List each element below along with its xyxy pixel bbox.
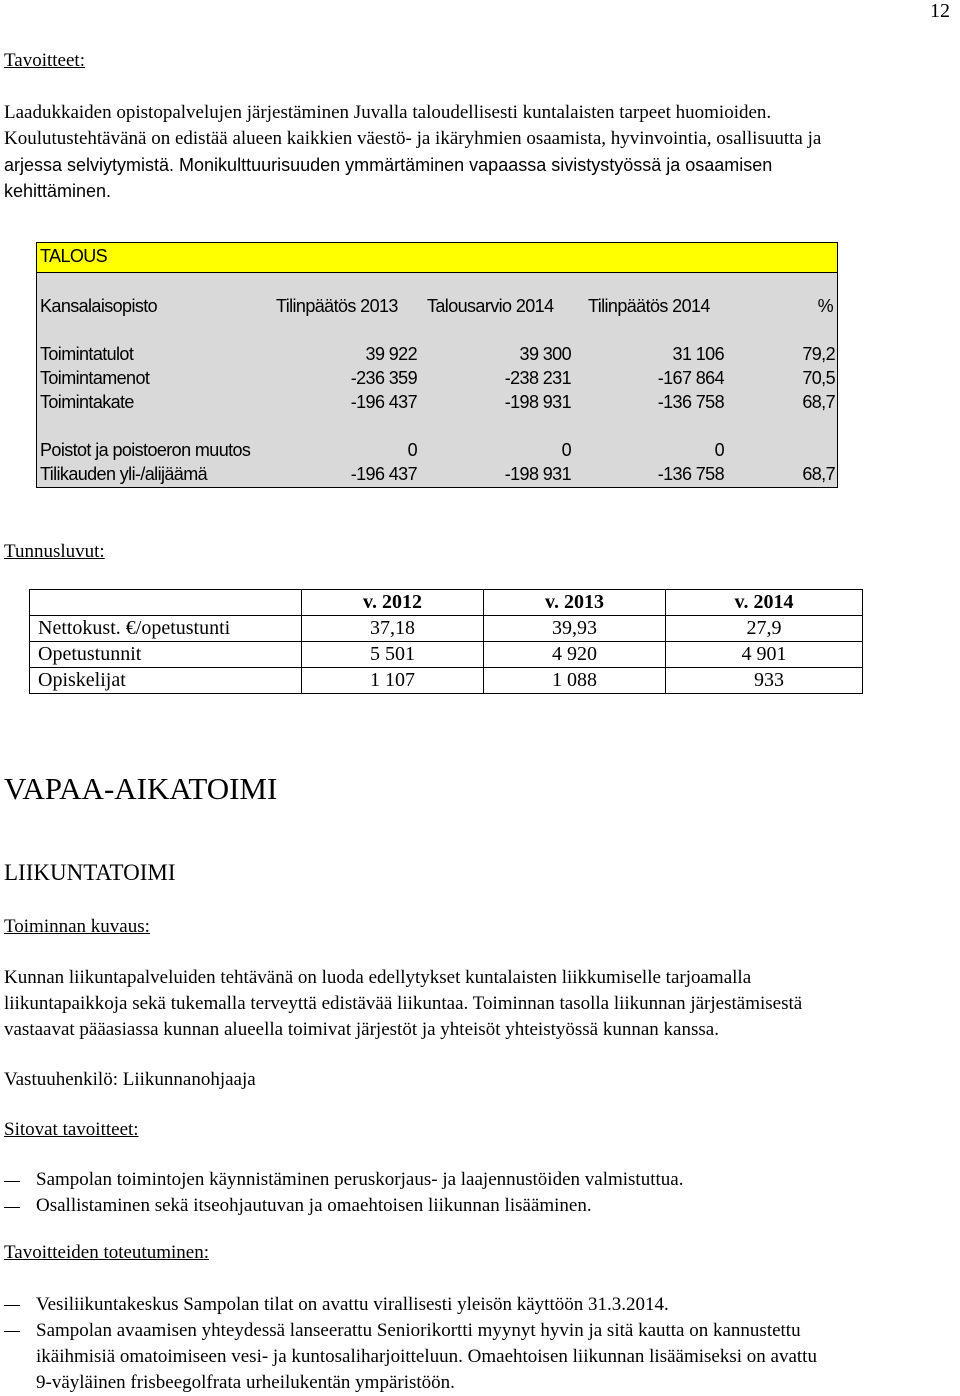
- dash-bullet: [4, 1181, 20, 1182]
- row-label: Toimintakate: [40, 392, 134, 412]
- header-cell: Tilinpäätös 2014: [588, 296, 710, 316]
- list-item: [36, 1292, 669, 1318]
- dash-bullet: [4, 1331, 20, 1332]
- header-cell: Kansalaisopisto: [40, 296, 158, 316]
- dash-bullet: [4, 1305, 20, 1306]
- text-line: ikäihmisiä omatoimiseen vesi- ja kuntosaliharjoitteluun. Omaehtoisen liikunnan lisäämiseksi on avattu: [36, 1346, 817, 1367]
- toteutuminen-heading: Tavoitteiden toteutuminen:: [4, 1242, 209, 1263]
- value-cell: 5 501: [302, 642, 484, 668]
- sitovat-heading: Sitovat tavoitteet:: [4, 1119, 139, 1140]
- value-cell: -136 758: [657, 392, 724, 412]
- text-line: arjessa selviytymistä. Monikulttuurisuuden ymmärtäminen vapaassa sivistystyössä ja osaamisen: [4, 155, 773, 175]
- value-cell: 39 300: [519, 344, 571, 364]
- value-cell: 68,7: [802, 392, 835, 412]
- row-label: Opiskelijat: [30, 668, 302, 694]
- row-label: Tilikauden yli-/alijäämä: [40, 464, 208, 484]
- value-cell: 0: [561, 440, 571, 460]
- header-cell: [30, 590, 302, 616]
- text-line: Vesiliikuntakeskus Sampolan tilat on avattu virallisesti yleisön käyttöön 31.3.2014.: [36, 1294, 669, 1315]
- header-cell: %: [817, 296, 833, 316]
- tunnusluvut-heading: Tunnusluvut:: [4, 541, 105, 562]
- value-cell: 4 901: [666, 642, 863, 668]
- header-cell: Talousarvio 2014: [427, 296, 554, 316]
- value-cell: 0: [407, 440, 417, 460]
- value-cell: 1 107: [302, 668, 484, 694]
- talous-table: [36, 242, 838, 488]
- talous-title: TALOUS: [40, 246, 108, 266]
- text-line: liikuntapaikkoja sekä tukemalla terveyttä edistävää liikuntaa. Toiminnan tasolla liikunnan järjestämisestä: [4, 993, 803, 1014]
- header-cell: v. 2013: [484, 590, 666, 616]
- row-label: Toimintatulot: [40, 344, 134, 364]
- value-cell: 39 922: [365, 344, 417, 364]
- value-cell: -136 758: [657, 464, 724, 484]
- row-label: Nettokust. €/opetustunti: [30, 616, 302, 642]
- value-cell: -196 437: [350, 464, 417, 484]
- list-item: Sampolan toimintojen käynnistäminen peruskorjaus- ja laajennustöiden valmistuttua.: [36, 1169, 684, 1190]
- row-label: Poistot ja poistoeron muutos: [40, 440, 251, 460]
- value-cell: 31 106: [672, 344, 724, 364]
- table-header-row: [30, 590, 863, 616]
- value-cell: 37,18: [302, 616, 484, 642]
- value-cell: 1 088: [484, 668, 666, 694]
- value-cell: 70,5: [802, 368, 835, 388]
- table-row: [30, 616, 863, 642]
- value-cell: 79,2: [802, 344, 835, 364]
- text-line: kehittäminen.: [4, 181, 112, 201]
- value-cell: 39,93: [484, 616, 666, 642]
- value-cell: -198 931: [504, 392, 571, 412]
- list-item: Osallistaminen sekä itseohjautuvan ja omaehtoisen liikunnan lisääminen.: [36, 1195, 592, 1216]
- toiminnan-kuvaus-heading: Toiminnan kuvaus:: [4, 916, 150, 937]
- list-item: [36, 1318, 817, 1396]
- section-title-vapaa-aikatoimi: VAPAA-AIKATOIMI: [4, 771, 278, 806]
- value-cell: -238 231: [504, 368, 571, 388]
- text-line: Kunnan liikuntapalveluiden tehtävänä on luoda edellytykset kuntalaisten liikkumiselle tarjoamalla: [4, 967, 752, 988]
- value-cell: 27,9: [666, 616, 863, 642]
- value-cell: -167 864: [657, 368, 724, 388]
- text-line: 9-väyläinen frisbeegolfrata urheilukentän ympäristöön.: [36, 1372, 455, 1393]
- tavoitteet-heading: Tavoitteet:: [4, 50, 85, 71]
- header-cell: v. 2012: [302, 590, 484, 616]
- page-number: 12: [930, 0, 950, 22]
- text-line: Laadukkaiden opistopalvelujen järjestäminen Juvalla taloudellisesti kuntalaisten tarpeet huomioiden.: [4, 102, 772, 123]
- header-cell: Tilinpäätös 2013: [276, 296, 398, 316]
- tavoitteet-paragraph: [4, 100, 821, 204]
- toiminnan-kuvaus-paragraph: [4, 965, 802, 1043]
- text-line: Sampolan avaamisen yhteydessä lanseerattu Seniorikortti myynyt hyvin ja sitä kautta on kannustettu: [36, 1320, 801, 1341]
- value-cell: 68,7: [802, 464, 835, 484]
- value-cell: 4 920: [484, 642, 666, 668]
- row-label: Toimintamenot: [40, 368, 150, 388]
- value-cell: 933: [666, 668, 863, 694]
- row-label: Opetustunnit: [30, 642, 302, 668]
- value-cell: 0: [714, 440, 724, 460]
- section-title-liikuntatoimi: LIIKUNTATOIMI: [4, 860, 176, 885]
- talous-title-bar: [37, 243, 837, 273]
- value-cell: -196 437: [350, 392, 417, 412]
- vastuuhenkilo: Vastuuhenkilö: Liikunnanohjaaja: [4, 1069, 256, 1090]
- table-row: [30, 668, 863, 694]
- header-cell: v. 2014: [666, 590, 863, 616]
- tunnusluvut-table: [29, 589, 863, 694]
- dash-bullet: [4, 1207, 20, 1208]
- text-line: vastaavat pääasiassa kunnan alueella toimivat järjestöt ja yhteisöt yhteistyössä kunnan kanssa.: [4, 1019, 719, 1040]
- text-line: Koulutustehtävänä on edistää alueen kaikkien väestö- ja ikäryhmien osaamista, hyvinvointia, osallisuutta ja: [4, 128, 822, 149]
- table-row: [30, 642, 863, 668]
- value-cell: -236 359: [350, 368, 417, 388]
- value-cell: -198 931: [504, 464, 571, 484]
